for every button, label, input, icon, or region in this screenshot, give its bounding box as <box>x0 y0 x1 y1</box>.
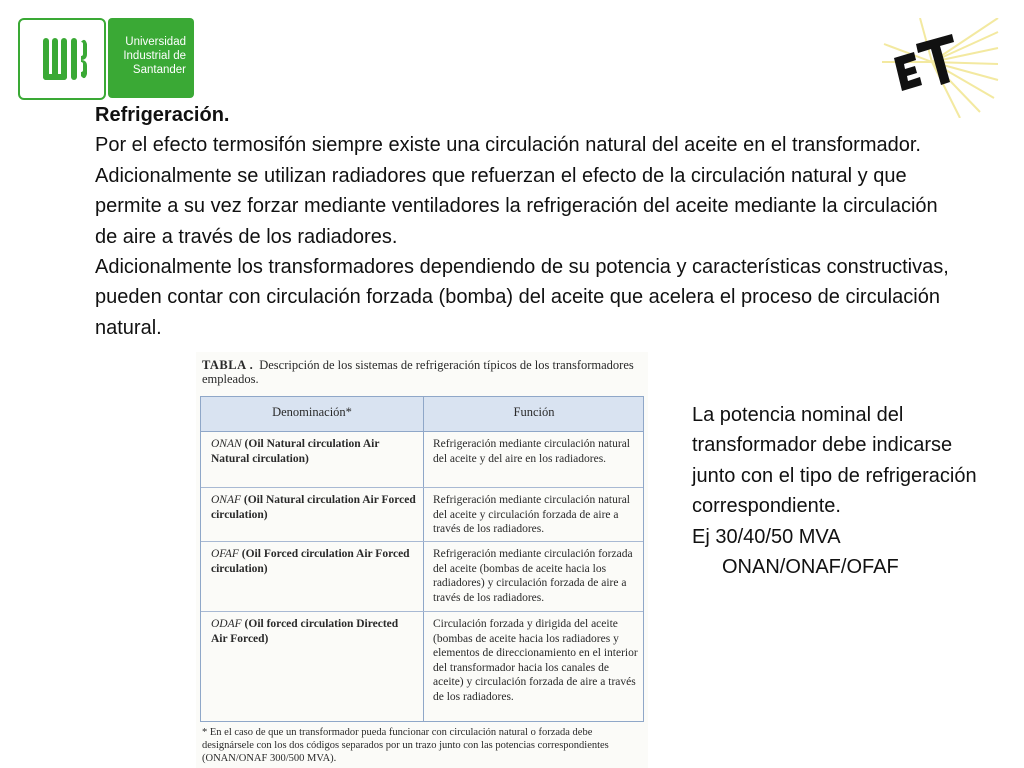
table-caption-text: Descripción de los sistemas de refrigeración típicos de los transformadores empleados. <box>202 358 634 386</box>
table-cell-denominacion <box>211 437 416 466</box>
cooling-name: (Oil Forced circulation Air Forced circulation) <box>211 548 410 575</box>
cooling-code: ONAF <box>211 494 242 506</box>
table-cell-funcion: Refrigeración mediante circulación forzada del aceite (bombas de aceite hacia los radiadores) y circulación forzada de aire a través de los radiadores. <box>433 548 633 604</box>
uis-logo-name <box>108 18 194 98</box>
side-note-example-1: Ej 30/40/50 MVA <box>692 525 841 548</box>
table-cell-funcion: Circulación forzada y dirigida del aceite (bombas de aceite hacia los radiadores y elementos de direccionamiento en el interior del transformador hacia los canales de aceite) y circulación forzada de aire a través de los radiadores. <box>433 618 638 703</box>
table-header-funcion: Función <box>513 405 555 419</box>
cooling-systems-table-figure <box>196 352 648 768</box>
table-caption-label: TABLA . <box>202 358 254 372</box>
cooling-name: (Oil Natural circulation Air Natural circulation) <box>211 438 380 465</box>
table-row <box>201 611 643 721</box>
side-note-example-2: ONAN/ONAF/OFAF <box>722 556 899 579</box>
table-row <box>201 431 643 488</box>
table-header-row <box>201 397 643 432</box>
table-cell-denominacion <box>211 617 416 646</box>
table-cell-denominacion <box>211 493 416 522</box>
table-row <box>201 487 643 542</box>
uis-logo <box>18 18 196 98</box>
uis-logo-mark <box>18 18 106 100</box>
logo-name-line-3: Santander <box>132 64 186 76</box>
table-footnote: * En el caso de que un transformador pueda funcionar con circulación natural o forzada debe designársele con los dos códigos separados por un trazo junto con las potencias correspondientes (ONAN/ONAF 300/500 MVA). <box>202 727 609 764</box>
table-header-denominacion: Denominación* <box>272 405 352 419</box>
cooling-code: ODAF <box>211 618 242 630</box>
logo-name-line-2: Industrial de <box>123 50 186 62</box>
cooling-code: ONAN <box>211 438 242 450</box>
cooling-name: (Oil Natural circulation Air Forced circulation) <box>211 494 416 521</box>
table-cell-denominacion <box>211 547 416 576</box>
table-cell-funcion: Refrigeración mediante circulación natural del aceite y circulación forzada de aire a través de los radiadores. <box>433 494 630 535</box>
table-row <box>201 541 643 612</box>
logo-name-line-1: Universidad <box>125 36 186 48</box>
section-heading: Refrigeración. <box>95 104 230 126</box>
uis-monogram-icon <box>24 24 100 94</box>
table-cell-funcion: Refrigeración mediante circulación natural del aceite y del aire en los radiadores. <box>433 438 630 465</box>
paragraph-2: Adicionalmente los transformadores dependiendo de su potencia y características constructivas, pueden contar con circulación forzada (bomba) del aceite que acelera el proceso de circulación natural. <box>95 256 949 339</box>
side-note-text: La potencia nominal del transformador debe indicarse junto con el tipo de refrigeración correspondiente. <box>692 404 977 518</box>
cooling-systems-table <box>200 396 644 722</box>
cooling-code: OFAF <box>211 548 239 560</box>
main-text <box>95 100 965 343</box>
table-caption <box>202 358 642 386</box>
paragraph-1: Por el efecto termosifón siempre existe una circulación natural del aceite en el transformador. Adicionalmente se utilizan radiadores que refuerzan el efecto de la circulación natural y que permite a su vez forzar mediante ventiladores la refrigeración del aceite mediante la circulación de aire a través de los radiadores. <box>95 134 938 248</box>
cooling-name: (Oil forced circulation Directed Air Forced) <box>211 618 399 645</box>
side-note <box>692 400 992 582</box>
